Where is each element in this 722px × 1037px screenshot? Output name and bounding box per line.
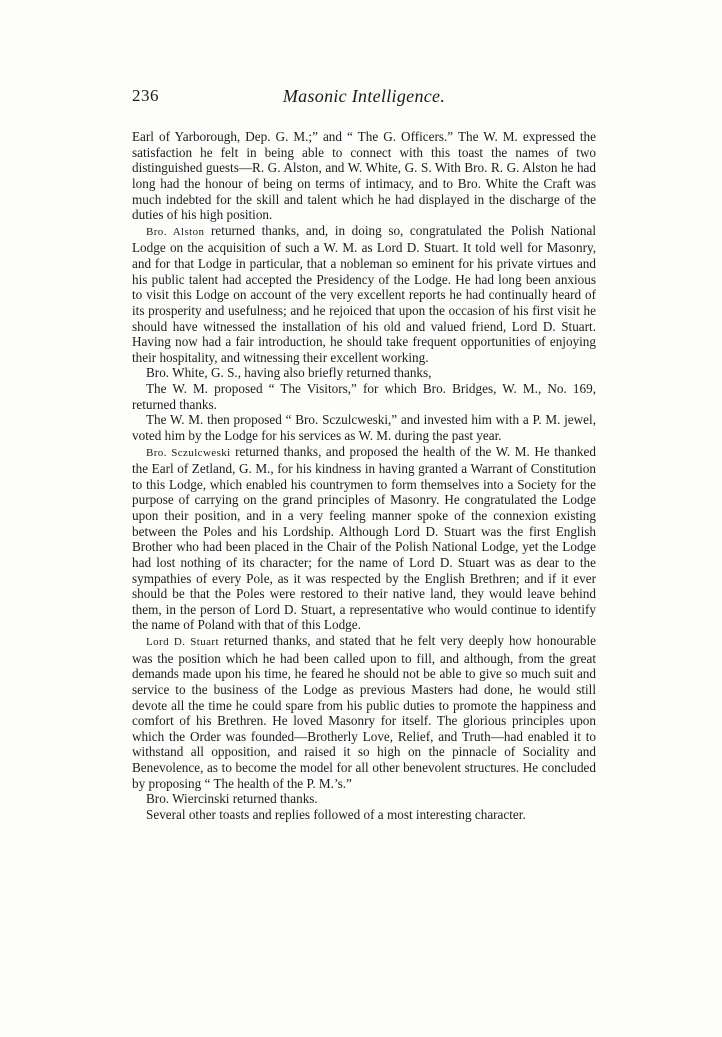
paragraph-text: The W. M. proposed “ The Visitors,” for which Bro. Bridges, W. M., No. 169, returned thanks. bbox=[132, 381, 596, 412]
paragraph-text: Bro. White, G. S., having also briefly returned thanks, bbox=[146, 365, 432, 381]
paragraph-text: Bro. Wiercinski returned thanks. bbox=[146, 791, 318, 807]
paragraph-white-reply bbox=[132, 365, 596, 381]
paragraph-text: The W. M. then proposed “ Bro. Sczulcweski,” and invested him with a P. M. jewel, voted him by the Lodge for his services as W. M. during the past year. bbox=[132, 412, 596, 443]
paragraph-text: returned thanks, and stated that he felt very deeply how honourable was the position which he had been called upon to fill, and although, from the great demands made upon his time, he feared he should not be able to give so much suit and service to the business of the Lodge as previous Masters had done, he would still devote all the time he could spare from his public duties to promote the happiness and comfort of his Brethren. He loved Masonry for itself. The glorious principles upon which the Order was founded—Brotherly Love, Relief, and Truth—had enabled it to withstand all opposition, and raised it so high on the pinnacle of Sociality and Benevolence, as to become the model for all other benevolent structures. He concluded by proposing “ The health of the P. M.’s.” bbox=[132, 633, 596, 791]
paragraph-visitors-toast bbox=[132, 381, 596, 412]
page-number: 236 bbox=[132, 86, 159, 105]
paragraph-text: returned thanks, and proposed the health of the W. M. He thanked the Earl of Zetland, G. M., for his kindness in having granted a Warrant of Constitution to this Lodge, which enabled his countrymen to form themselves into a Society for the purpose of carrying on the grand principles of Masonry. He congratulated the Lodge upon their position, and in a very feeling manner spoke of the connexion existing between the Poles and his Lordship. Although Lord D. Stuart was the first English Brother who had been placed in the Chair of the Polish National Lodge, yet the Lodge had lost nothing of its character; for the name of Lord D. Stuart was as dear to the sympathies of every Pole, as it was respected by the English Brethren; and if it ever should be that the Poles were restored to their native land, they would leave behind them, in the person of Lord D. Stuart, a representative who would continue to identify the name of Poland with that of this Lodge. bbox=[132, 443, 596, 633]
paragraph-closing bbox=[132, 807, 596, 823]
paragraph-text: returned thanks, and, in doing so, congratulated the Polish National Lodge on the acquisition of such a W. M. as Lord D. Stuart. It told well for Masonry, and for that Lodge in particular, that a nobleman so eminent for his private virtues and his public talent had accepted the Presidency of the Lodge. He had long been anxious to visit this Lodge on account of the very excellent reports he had continually heard of its prosperity and usefulness; and he rejoiced that upon the occasion of his first visit he should have witnessed the installation of his old and valued friend, Lord D. Stuart. Having now had a fair introduction, he should take frequent opportunities of enjoying their hospitality, and witnessing their excellent working. bbox=[132, 222, 596, 365]
paragraph-sczulcweski-toast bbox=[132, 412, 596, 443]
speaker-name: Bro. Alston bbox=[146, 225, 205, 238]
paragraph-text: Earl of Yarborough, Dep. G. M.;” and “ The G. Officers.” The W. M. expressed the satisfaction he felt in being able to connect with this toast the names of two distinguished guests—R. G. Alston, and W. White, G. S. With Bro. R. G. Alston he had long had the honour of being on terms of intimacy, and to Bro. White the Craft was much indebted for the skill and talent which he had displayed in the discharge of the duties of his high position. bbox=[132, 129, 596, 223]
paragraph-wiercinski-reply bbox=[132, 791, 596, 807]
paragraph-stuart-reply bbox=[132, 633, 596, 791]
paragraph-toast-officers bbox=[132, 129, 596, 223]
paragraph-text: Several other toasts and replies followed of a most interesting character. bbox=[146, 806, 526, 822]
running-title: Masonic Intelligence. bbox=[282, 86, 446, 106]
speaker-name: Bro. Sczulcweski bbox=[146, 446, 231, 459]
running-head bbox=[132, 86, 596, 110]
speaker-name: Lord D. Stuart bbox=[146, 636, 219, 648]
article-body bbox=[132, 129, 596, 823]
paragraph-alston-reply bbox=[132, 223, 596, 366]
paragraph-sczulcweski-reply bbox=[132, 444, 596, 634]
